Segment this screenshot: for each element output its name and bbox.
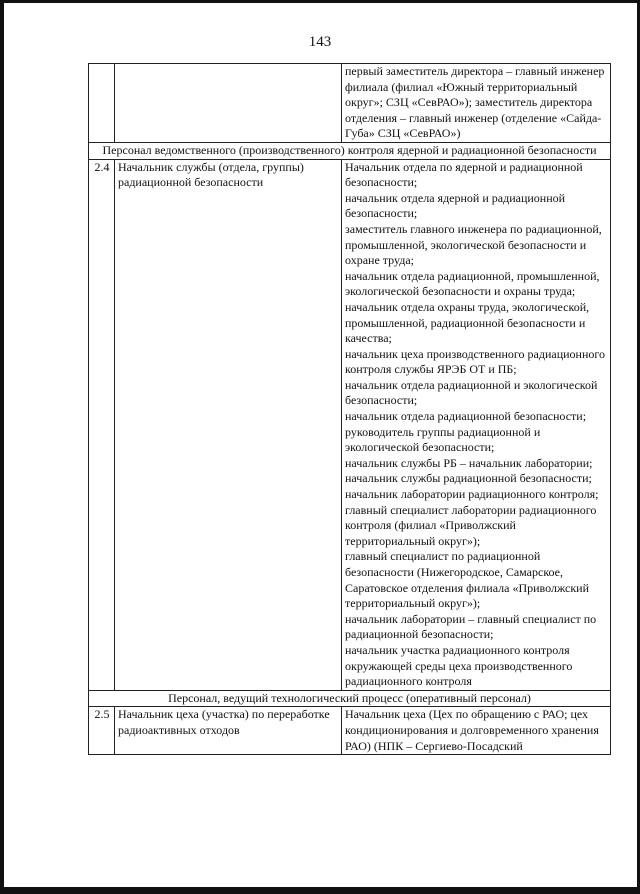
- list-item: начальник участка радиационного контроля окружающей среды цеха производственного радиационного контроля: [345, 642, 573, 689]
- list-item: начальник цеха производственного радиационного контроля службы ЯРЭБ ОТ и ПБ;: [345, 346, 606, 377]
- table-row-2-5: [89, 707, 611, 755]
- scan-border-left: [0, 0, 4, 894]
- list-item: главный специалист по радиационной безопасности (Нижегородское, Самарское, Саратовское отделения филиала «Приволжский территориальный округ»);: [345, 549, 590, 611]
- list-item: главный специалист лаборатории радиационного контроля (филиал «Приволжский территориальный округ»);: [345, 502, 597, 548]
- section-header-control: [89, 142, 611, 159]
- scan-border-top: [0, 0, 640, 3]
- list-item: начальник лаборатории радиационного контроля;: [345, 487, 599, 502]
- list-item: Начальник отдела по ядерной и радиационной безопасности;: [345, 159, 583, 190]
- section-title: Персонал ведомственного (производственного) контроля ядерной и радиационной безопасности: [89, 142, 611, 159]
- page-number: 143: [308, 34, 332, 50]
- list-item: начальник службы радиационной безопасности;: [345, 471, 592, 486]
- table-row-2-4: [89, 159, 611, 690]
- list-item: начальник отдела радиационной безопасности;: [345, 409, 587, 424]
- list-item: начальник отдела охраны труда, экологической, промышленной, радиационной безопасности и качества;: [345, 299, 590, 346]
- position-cell: Начальник цеха (участка) по переработке радиоактивных отходов: [115, 707, 342, 755]
- list-item: заместитель главного инженера по радиационной, промышленной, экологической безопасности и охране труда;: [345, 221, 602, 268]
- list-item: начальник отдела ядерной и радиационной безопасности;: [345, 190, 566, 221]
- equivalent-positions-list: [345, 160, 608, 690]
- list-item: начальник лаборатории – главный специалист по радиационной безопасности;: [345, 611, 597, 642]
- equivalents-cell: первый заместитель директора – главный инженер филиала (филиал «Южный территориальный округ»; СЗЦ «СевРАО»); заместитель директора отделения – главный инженер (отделение «Сайда-Губа» СЗЦ «СевРАО»): [342, 64, 611, 143]
- list-item: руководитель группы радиационной и экологической безопасности;: [345, 424, 541, 455]
- section-title: Персонал, ведущий технологический процесс (оперативный персонал): [89, 690, 611, 707]
- section-header-operational: [89, 690, 611, 707]
- scan-border-bottom: [0, 887, 640, 894]
- row-number: [89, 64, 115, 143]
- list-item: начальник отдела радиационной, промышленной, экологической безопасности и охраны труда;: [345, 268, 600, 299]
- position-cell: [115, 64, 342, 143]
- equivalents-cell: [342, 159, 611, 690]
- row-number: 2.5: [89, 707, 115, 755]
- row-number: 2.4: [89, 159, 115, 690]
- equivalents-cell: Начальник цеха (Цех по обращению с РАО; цех кондиционирования и долговременного хранения РАО) (НПК – Сергиево-Посадский: [342, 707, 611, 755]
- positions-table: [88, 63, 611, 755]
- position-cell: Начальник службы (отдела, группы) радиационной безопасности: [115, 159, 342, 690]
- list-item: начальник отдела радиационной и экологической безопасности;: [345, 377, 598, 408]
- list-item: начальник службы РБ – начальник лаборатории;: [345, 455, 593, 470]
- table-row-continued: [89, 64, 611, 143]
